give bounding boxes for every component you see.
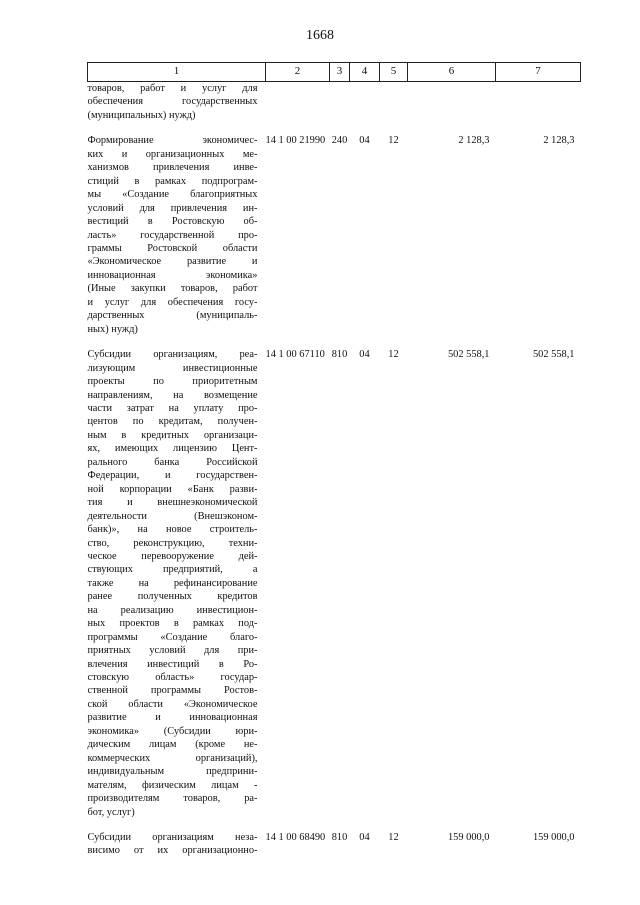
description-line: ких и организационных ме- <box>87 148 258 160</box>
description-line: мы «Создание благоприятных <box>87 189 258 201</box>
expense-type-code: 810 <box>331 349 348 361</box>
description-line: дическим лицам (кроме не- <box>87 739 258 751</box>
description-line: стиций в рамках подпрограм- <box>87 175 258 187</box>
subsection-code: 12 <box>388 349 399 361</box>
description-line: граммы Ростовской области <box>87 242 258 254</box>
description-line: висимо от их организационно- <box>87 845 258 857</box>
description-line: Субсидии организациям, реа- <box>87 349 258 361</box>
description-line: ствующих предприятий, а <box>87 564 258 576</box>
amount-year-1 <box>408 82 496 123</box>
description-line: деятельности (Внешэконом- <box>87 510 258 522</box>
row-spacer <box>88 122 581 134</box>
description-line: ной корпорации «Банк разви- <box>87 483 258 495</box>
description-line: Формирование экономичес- <box>87 135 258 147</box>
description-line: лизующим инвестиционные <box>87 362 258 374</box>
description-line: развитие и инновационная <box>87 712 258 724</box>
budget-table <box>87 62 581 858</box>
item-description <box>88 134 266 336</box>
description-line: коммерческих организаций), <box>87 752 258 764</box>
description-line: и услуг для обеспечения госу- <box>87 296 258 308</box>
description-line: индивидуальным предприни- <box>87 766 258 778</box>
item-description <box>88 348 266 819</box>
description-line: (муниципальных) нужд) <box>87 109 196 121</box>
section-code: 04 <box>359 135 370 147</box>
budget-classification-code <box>266 82 330 123</box>
column-header-pr: 5 <box>380 63 408 82</box>
description-line: (Иные закупки товаров, работ <box>87 283 258 295</box>
row-spacer-cell <box>88 819 581 831</box>
subsection-code: 12 <box>388 832 399 844</box>
subsection-code <box>380 82 408 123</box>
description-line: экономика» (Субсидии юри- <box>87 725 258 737</box>
description-line: ственной программы Ростов- <box>87 685 258 697</box>
amount-year-2: 2 128,3 <box>543 135 575 147</box>
description-line: ханизмов привлечения инве- <box>87 162 258 174</box>
amount-year-2 <box>496 82 581 123</box>
description-line: ных проектов в рамках под- <box>87 618 258 630</box>
description-line: вестиций в Ростовскую об- <box>87 216 258 228</box>
description-line: ным в кредитных организаци- <box>87 429 258 441</box>
description-line: мателям, физическим лицам - <box>87 779 258 791</box>
section-code: 04 <box>359 349 370 361</box>
budget-classification-code: 14 1 00 68490 <box>265 832 326 844</box>
description-line: приятных условий для при- <box>87 645 258 657</box>
column-header-csr: 2 <box>266 63 330 82</box>
description-line: ях, имеющих лицензию Цент- <box>87 443 258 455</box>
table-row <box>88 134 581 336</box>
description-line: тия и внешнеэкономической <box>87 497 258 509</box>
item-description <box>88 831 266 858</box>
amount-year-1: 159 000,0 <box>447 832 490 844</box>
table-header-row <box>88 63 581 82</box>
description-line: программы «Создание благо- <box>87 631 258 643</box>
column-header-vr: 3 <box>330 63 350 82</box>
item-description <box>88 82 266 123</box>
description-line: рального банка Российской <box>87 456 258 468</box>
expense-type-code: 240 <box>331 135 348 147</box>
description-line: «Экономическое развитие и <box>87 256 258 268</box>
description-line: условий для привлечения ин- <box>87 202 258 214</box>
description-line: ческое перевооружение дей- <box>87 550 258 562</box>
description-line: влечения инвестиций в Ро- <box>87 658 258 670</box>
description-line: ство, реконструкцию, техни- <box>87 537 258 549</box>
amount-year-2: 502 558,1 <box>532 349 575 361</box>
column-header-rz: 4 <box>350 63 380 82</box>
description-line: стовскую область» государ- <box>87 672 258 684</box>
expense-type-code <box>330 82 350 123</box>
description-line: части затрат на уплату про- <box>87 402 258 414</box>
description-line: инновационная экономика» <box>87 269 258 281</box>
description-line: Федерации, и государствен- <box>87 470 258 482</box>
description-line: направлениям, на возмещение <box>87 389 258 401</box>
description-line: обеспечения государственных <box>87 96 258 108</box>
section-code: 04 <box>359 832 370 844</box>
description-line: банк)», на новое строитель- <box>87 524 258 536</box>
row-spacer-cell <box>88 122 581 134</box>
description-line: ранее полученных кредитов <box>87 591 258 603</box>
column-header-sum-2: 7 <box>496 63 581 82</box>
budget-classification-code: 14 1 00 67110 <box>265 349 325 361</box>
row-spacer-cell <box>88 336 581 348</box>
description-line: дарственных (муниципаль- <box>87 310 258 322</box>
table-body <box>88 82 581 858</box>
description-line: ных) нужд) <box>87 323 138 335</box>
page-number: 1668 <box>306 28 334 43</box>
description-line: бот, услуг) <box>87 806 135 818</box>
description-line: на реализацию инвестицион- <box>87 604 258 616</box>
description-line: производителям товаров, ра- <box>87 793 258 805</box>
description-line: товаров, работ и услуг для <box>87 83 258 94</box>
description-line: также на рефинансирование <box>87 577 258 589</box>
amount-year-1: 502 558,1 <box>447 349 490 361</box>
column-header-name: 1 <box>88 63 266 82</box>
table-row <box>88 82 581 123</box>
description-line: центов по кредитам, получен- <box>87 416 258 428</box>
table-row <box>88 348 581 819</box>
description-line: ласть» государственной про- <box>87 229 258 241</box>
description-line: проекты по приоритетным <box>87 376 258 388</box>
budget-classification-code: 14 1 00 21990 <box>265 135 326 147</box>
column-header-sum-1: 6 <box>408 63 496 82</box>
amount-year-1: 2 128,3 <box>458 135 490 147</box>
table-row <box>88 831 581 858</box>
description-line: Субсидии организациям неза- <box>87 832 258 844</box>
row-spacer <box>88 336 581 348</box>
subsection-code: 12 <box>388 135 399 147</box>
expense-type-code: 810 <box>331 832 348 844</box>
section-code <box>350 82 380 123</box>
amount-year-2: 159 000,0 <box>532 832 575 844</box>
row-spacer <box>88 819 581 831</box>
description-line: ской области «Экономическое <box>87 698 258 710</box>
